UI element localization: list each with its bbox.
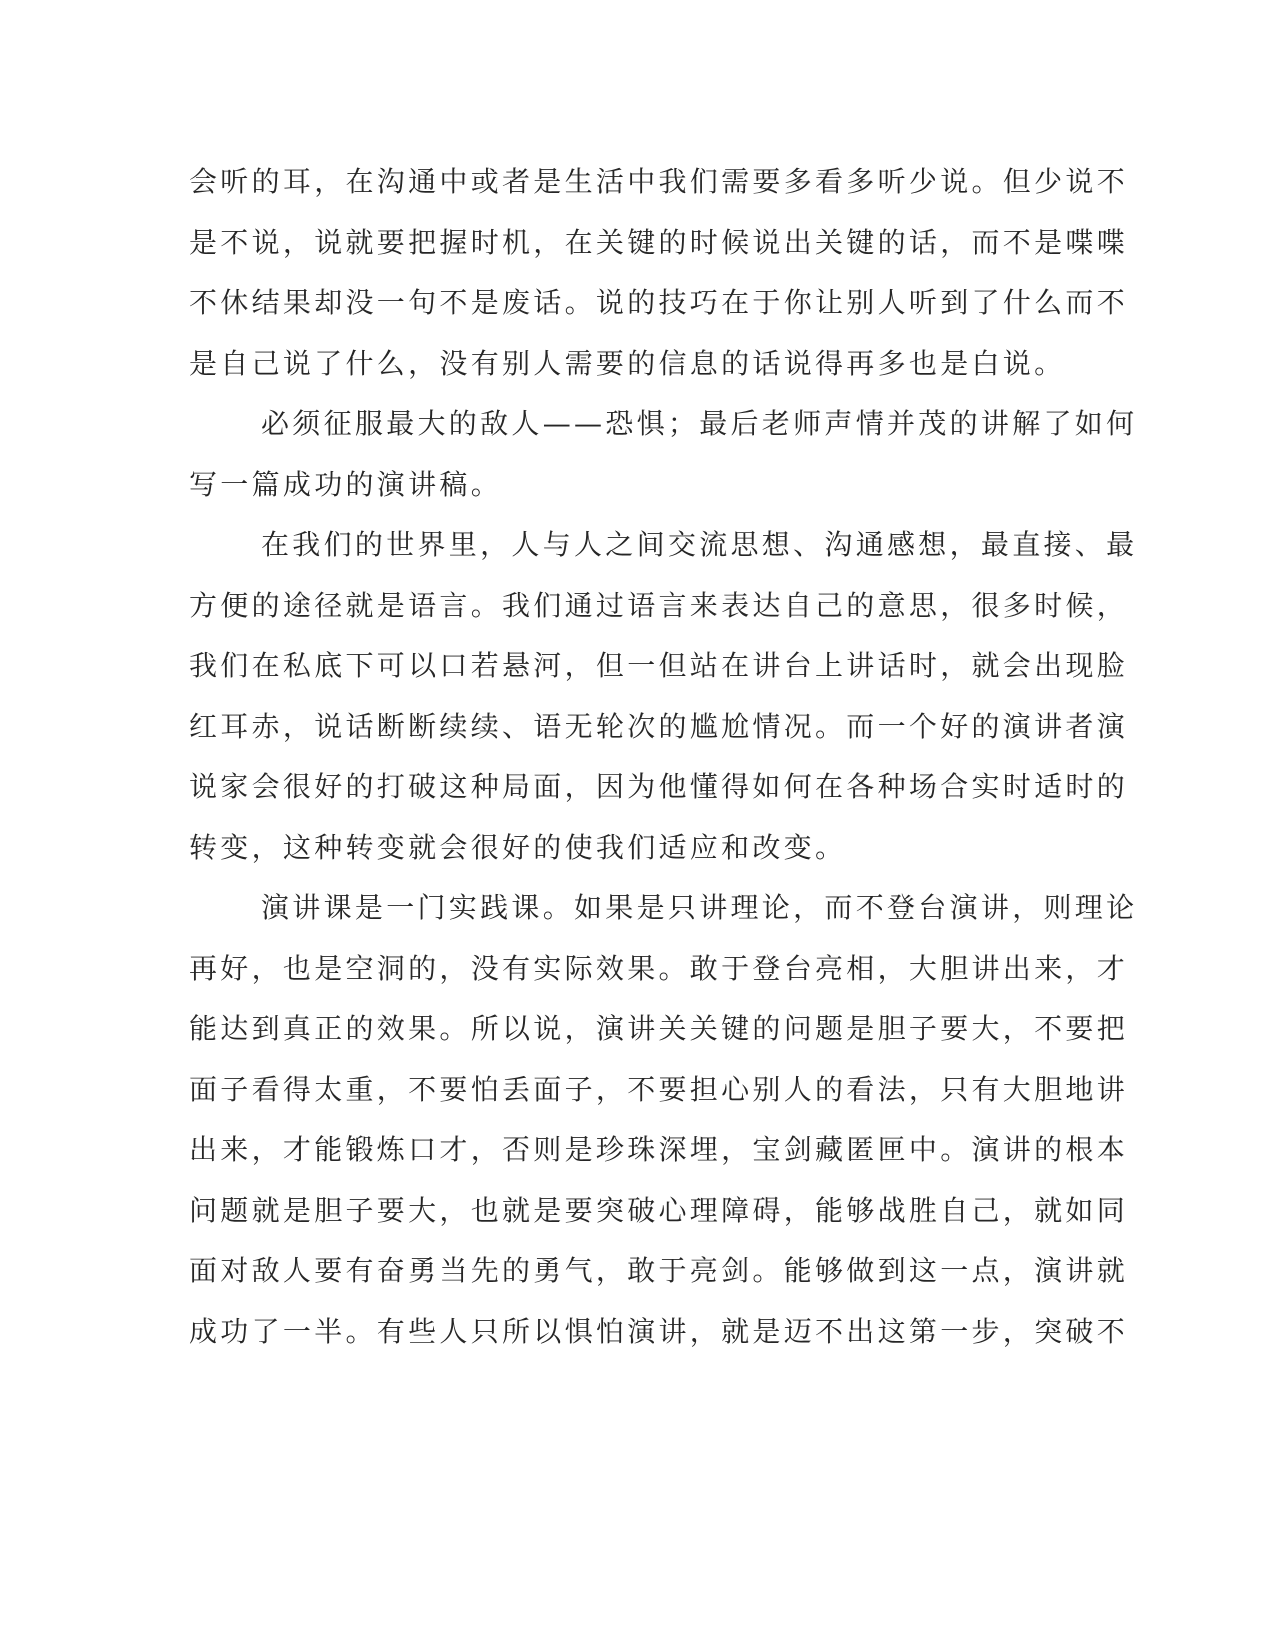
text-line: 我们在私底下可以口若悬河，但一但站在讲台上讲话时，就会出现脸: [189, 649, 1129, 682]
text-line: 再好，也是空洞的，没有实际效果。敢于登台亮相，大胆讲出来，才: [189, 951, 1129, 985]
text-line: 是不说，说就要把握时机，在关键的时候说出关键的话，而不是喋喋: [189, 225, 1129, 259]
text-line: 红耳赤，说话断断续续、语无轮次的尴尬情况。而一个好的演讲者演: [189, 709, 1129, 743]
paragraph-start-line: 演讲课是一门实践课。如果是只讲理论，而不登台演讲，则理论: [261, 891, 1138, 924]
text-line: 写一篇成功的演讲稿。: [189, 467, 503, 501]
text-line: 会听的耳，在沟通中或者是生活中我们需要多看多听少说。但少说不: [189, 165, 1129, 198]
paragraph-start-line: 在我们的世界里，人与人之间交流思想、沟通感想，最直接、最: [261, 528, 1138, 561]
text-line: 面对敌人要有奋勇当先的勇气，敢于亮剑。能够做到这一点，演讲就: [189, 1254, 1129, 1287]
text-line: 能达到真正的效果。所以说，演讲关关键的问题是胆子要大，不要把: [189, 1012, 1129, 1045]
text-line: 出来，才能锻炼口才，否则是珍珠深埋，宝剑藏匿匣中。演讲的根本: [189, 1133, 1129, 1166]
text-line: 方便的途径就是语言。我们通过语言来表达自己的意思，很多时候，: [189, 588, 1129, 622]
text-line: 成功了一半。有些人只所以惧怕演讲，就是迈不出这第一步，突破不: [189, 1314, 1129, 1348]
text-line: 说家会很好的打破这种局面，因为他懂得如何在各种场合实时适时的: [189, 770, 1129, 803]
text-line: 是自己说了什么，没有别人需要的信息的话说得再多也是白说。: [189, 346, 1066, 380]
text-line: 不休结果却没一句不是废话。说的技巧在于你让别人听到了什么而不: [189, 286, 1129, 319]
document-body: [189, 152, 1138, 1362]
text-line: 转变，这种转变就会很好的使我们适应和改变。: [189, 830, 847, 864]
text-line: 问题就是胆子要大，也就是要突破心理障碍，能够战胜自己，就如同: [189, 1193, 1129, 1227]
paragraph-start-line: 必须征服最大的敌人——恐惧；最后老师声情并茂的讲解了如何: [261, 407, 1138, 440]
text-line: 面子看得太重，不要怕丢面子，不要担心别人的看法，只有大胆地讲: [189, 1072, 1129, 1106]
